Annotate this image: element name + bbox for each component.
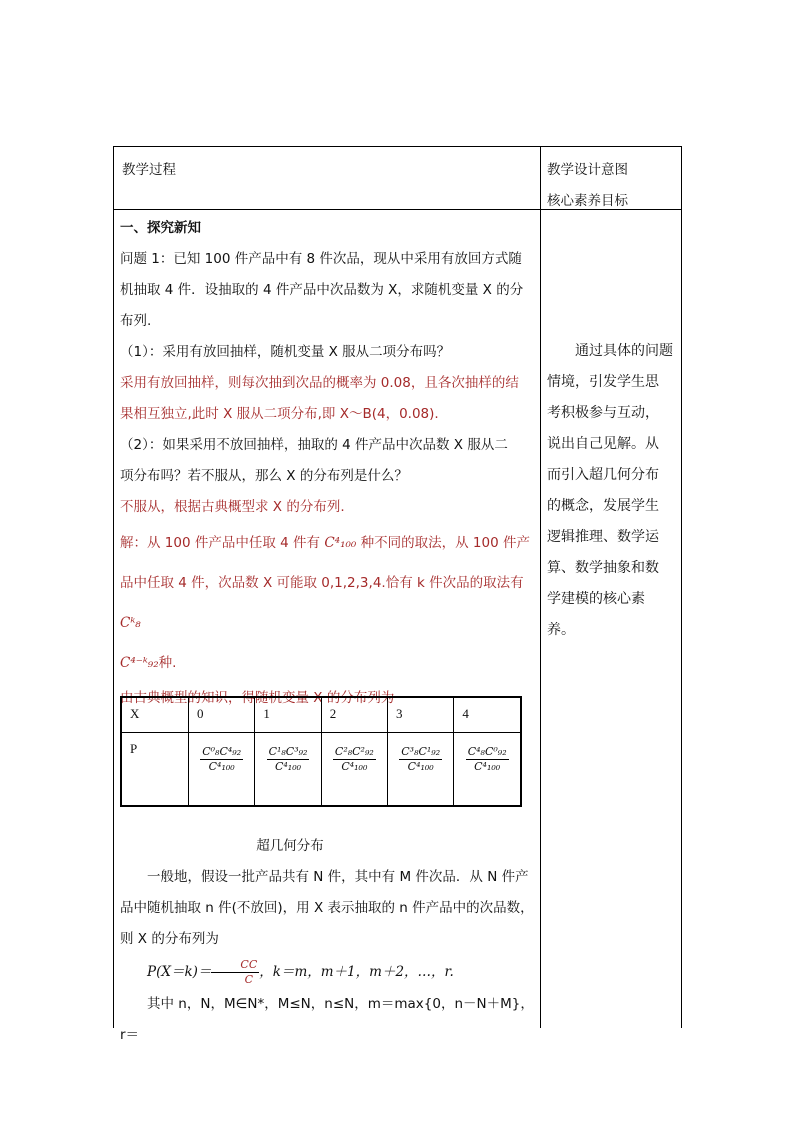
main-content [120, 213, 534, 714]
problem1-line2: 机抽取 4 件．设抽取的 4 件产品中次品数为 X，求随机变量 X 的分 [120, 282, 524, 298]
p-value [189, 733, 255, 807]
header-right-line2: 核心素养目标 [547, 193, 628, 209]
solution-line2-a: 品中任取 4 件，次品数 X 可能取 0,1,2,3,4.恰有 k 件次品的取法有 [120, 575, 524, 591]
x-value: 3 [388, 697, 454, 733]
solution-line4: 由古典概型的知识，得随机变量 X 的分布列为 [120, 690, 395, 706]
x-row [121, 697, 521, 733]
comb-c-92-4-k: C⁴⁻ᵏ₉₂ [120, 655, 159, 671]
formula-denominator: C [244, 972, 254, 986]
side-line3: 考积极参与互动， [547, 405, 659, 421]
x-label: X [121, 697, 189, 733]
p-value [388, 733, 454, 807]
header-left: 教学过程 [122, 162, 176, 178]
p-numerator: C⁰₈C⁴₉₂ [202, 745, 242, 758]
side-line10: 养。 [547, 622, 575, 638]
p-denominator: C⁴₁₀₀ [407, 760, 434, 773]
solution-line3-b: 种. [158, 655, 177, 671]
side-line9: 学建模的核心素 [547, 591, 645, 607]
comb-c-8-k: Cᵏ₈ [120, 615, 141, 631]
p-value [454, 733, 521, 807]
q1-question: （1）：采用有放回抽样，随机变量 X 服从二项分布吗？ [120, 344, 451, 360]
header-right-line1: 教学设计意图 [547, 162, 628, 178]
comb-c-100-4: C⁴₁₀₀ [324, 535, 357, 551]
design-intent [547, 336, 675, 646]
p-value [321, 733, 387, 807]
p-value [255, 733, 321, 807]
side-line5: 而引入超几何分布 [547, 467, 659, 483]
problem1-line1: 问题 1：已知 100 件产品中有 8 件次品，现从中采用有放回方式随 [120, 251, 522, 267]
side-line1: 通过具体的问题 [575, 343, 673, 359]
x-value: 2 [321, 697, 387, 733]
p-numerator: C⁴₈C⁰₉₂ [467, 745, 507, 758]
solution-line1 [120, 523, 534, 563]
solution-line3 [120, 643, 534, 683]
p-denominator: C⁴₁₀₀ [208, 760, 235, 773]
q2-answer: 不服从，根据古典概型求 X 的分布列. [120, 499, 345, 515]
hypergeo-para-line1: 一般地，假设一批产品共有 N 件，其中有 M 件次品．从 N 件产 [147, 869, 529, 885]
p-label: P [121, 733, 189, 807]
formula-numerator: CC [211, 958, 259, 973]
side-line4: 说出自己见解。从 [547, 436, 659, 452]
formula-left: P(X＝k)＝ [147, 964, 212, 980]
problem1-line3: 布列. [120, 313, 152, 329]
q1-answer-line2: 果相互独立,此时 X 服从二项分布,即 X～B(4，0.08). [120, 406, 439, 422]
x-value: 1 [255, 697, 321, 733]
hypergeo-para-line3: 则 X 的分布列为 [120, 931, 219, 947]
side-line8: 算、数学抽象和数 [547, 560, 659, 576]
p-numerator: C³₈C¹₉₂ [401, 745, 441, 758]
hypergeo-title: 超几何分布 [256, 838, 324, 854]
solution-line2 [120, 563, 534, 643]
p-denominator: C⁴₁₀₀ [274, 760, 302, 773]
hypergeo-para-line2: 品中随机抽取 n 件(不放回)，用 X 表示抽取的 n 件产品中的次品数， [120, 900, 534, 916]
formula-right: ，k＝m，m＋1，m＋2，…，r. [259, 964, 454, 980]
x-value: 4 [454, 697, 521, 733]
side-line7: 逻辑推理、数学运 [547, 529, 659, 545]
solution-line1-b: 种不同的取法，从 100 件产 [360, 535, 530, 551]
x-value: 0 [189, 697, 255, 733]
p-numerator: C¹₈C³₉₂ [268, 745, 308, 758]
p-denominator: C⁴₁₀₀ [474, 760, 501, 773]
header-right [547, 155, 628, 217]
hypergeo-where-line: 其中 n，N，M∈N*，M≤N，n≤N，m＝max{0，n－N＋M}，r＝ [120, 996, 534, 1043]
q1-answer-line1: 采用有放回抽样，则每次抽到次品的概率为 0.08，且各次抽样的结 [120, 375, 519, 391]
distribution-table [120, 696, 522, 807]
q2-question-line1: （2）：如果采用不放回抽样，抽取的 4 件产品中次品数 X 服从二 [120, 437, 508, 453]
p-numerator: C²₈C²₉₂ [334, 745, 374, 758]
p-row [121, 733, 521, 807]
formula-fraction [211, 958, 259, 987]
hypergeo-formula [120, 955, 534, 989]
q2-question-line2: 项分布吗？若不服从，那么 X 的分布列是什么？ [120, 468, 408, 484]
p-denominator: C⁴₁₀₀ [341, 760, 368, 773]
section-title: 一、探究新知 [120, 220, 201, 236]
solution-line1-a: 解：从 100 件产品中任取 4 件有 [120, 535, 321, 551]
lesson-table [113, 146, 682, 1043]
side-line2: 情境，引发学生思 [547, 374, 659, 390]
column-divider [540, 147, 541, 1028]
hypergeo-section [120, 831, 534, 1051]
side-line6: 的概念，发展学生 [547, 498, 659, 514]
